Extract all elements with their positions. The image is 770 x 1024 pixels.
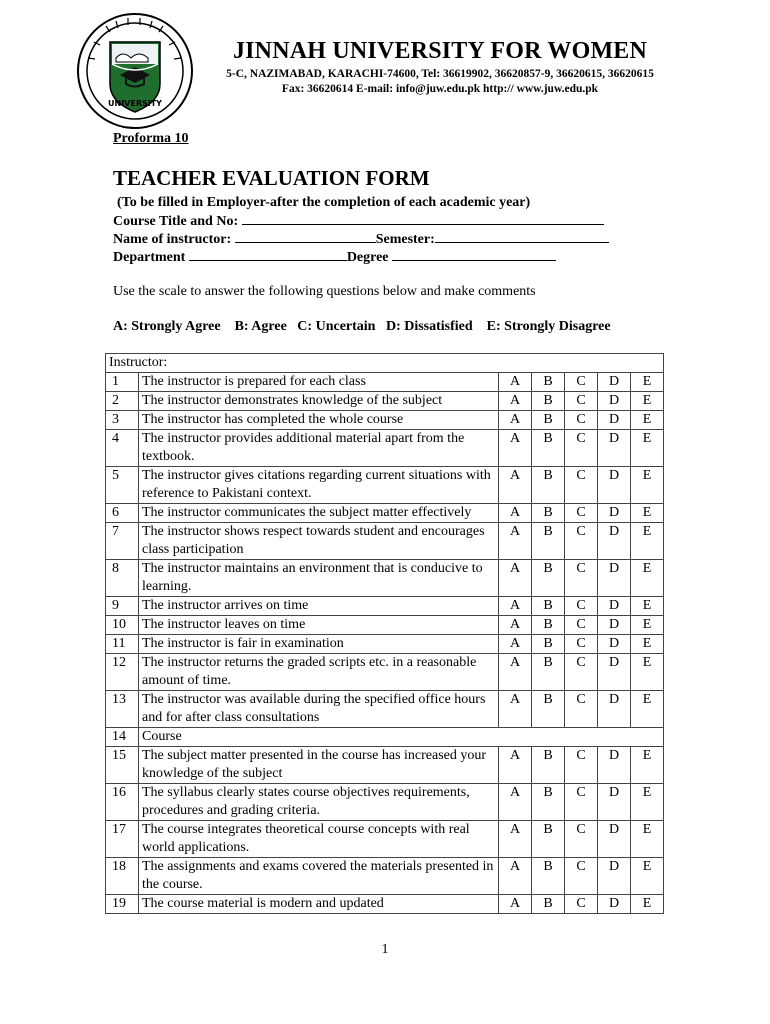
rating-option-e[interactable]: E bbox=[631, 597, 664, 616]
table-row bbox=[106, 392, 664, 411]
university-name: JINNAH UNIVERSITY FOR WOMEN bbox=[232, 38, 648, 64]
rating-option-e[interactable]: E bbox=[631, 411, 664, 430]
rating-option-d[interactable]: D bbox=[598, 858, 631, 895]
rating-option-a[interactable]: A bbox=[499, 373, 532, 392]
rating-option-a[interactable]: A bbox=[499, 691, 532, 728]
rating-option-c[interactable]: C bbox=[565, 504, 598, 523]
rating-scale: A: Strongly Agree B: Agree C: Uncertain D: Dissatisfied E: Strongly Disagree bbox=[113, 319, 611, 334]
question-text: The instructor was available during the specified office hours and for after class consultations bbox=[139, 691, 499, 728]
row-number: 10 bbox=[106, 616, 139, 635]
question-text: Course bbox=[139, 728, 664, 747]
rating-option-d[interactable]: D bbox=[598, 523, 631, 560]
rating-option-d[interactable]: D bbox=[598, 373, 631, 392]
question-text: The instructor returns the graded scripts etc. in a reasonable amount of time. bbox=[139, 654, 499, 691]
rating-option-d[interactable]: D bbox=[598, 430, 631, 467]
question-text: The syllabus clearly states course objectives requirements, procedures and grading criteria. bbox=[139, 784, 499, 821]
rating-option-e[interactable]: E bbox=[631, 858, 664, 895]
table-row bbox=[106, 654, 664, 691]
rating-option-e[interactable]: E bbox=[631, 504, 664, 523]
logo-ring-text: UNIVERSITY bbox=[108, 99, 162, 108]
course-title-label: Course Title and No: bbox=[113, 214, 239, 229]
rating-option-a[interactable]: A bbox=[499, 895, 532, 914]
instructor-blank[interactable] bbox=[235, 230, 376, 243]
table-row bbox=[106, 504, 664, 523]
question-text: The course material is modern and updated bbox=[139, 895, 499, 914]
department-label: Department bbox=[113, 250, 186, 265]
rating-option-c[interactable]: C bbox=[565, 373, 598, 392]
question-text: The instructor arrives on time bbox=[139, 597, 499, 616]
rating-option-d[interactable]: D bbox=[598, 784, 631, 821]
rating-option-e[interactable]: E bbox=[631, 895, 664, 914]
rating-option-c[interactable]: C bbox=[565, 691, 598, 728]
rating-option-c[interactable]: C bbox=[565, 616, 598, 635]
table-row bbox=[106, 616, 664, 635]
rating-option-e[interactable]: E bbox=[631, 373, 664, 392]
rating-option-a[interactable]: A bbox=[499, 504, 532, 523]
rating-option-b[interactable]: B bbox=[532, 504, 565, 523]
department-blank[interactable] bbox=[189, 248, 347, 261]
form-title: TEACHER EVALUATION FORM bbox=[113, 166, 430, 190]
rating-option-a[interactable]: A bbox=[499, 467, 532, 504]
rating-option-d[interactable]: D bbox=[598, 411, 631, 430]
page-number: 1 bbox=[381, 942, 389, 957]
rating-option-a[interactable]: A bbox=[499, 411, 532, 430]
rating-option-c[interactable]: C bbox=[565, 635, 598, 654]
table-row bbox=[106, 523, 664, 560]
question-text: The instructor provides additional material apart from the textbook. bbox=[139, 430, 499, 467]
rating-option-e[interactable]: E bbox=[631, 654, 664, 691]
table-row bbox=[106, 895, 664, 914]
row-number: 1 bbox=[106, 373, 139, 392]
rating-option-a[interactable]: A bbox=[499, 747, 532, 784]
rating-option-e[interactable]: E bbox=[631, 430, 664, 467]
row-number: 9 bbox=[106, 597, 139, 616]
rating-option-e[interactable]: E bbox=[631, 691, 664, 728]
question-text: The instructor maintains an environment that is conducive to learning. bbox=[139, 560, 499, 597]
rating-option-a[interactable]: A bbox=[499, 858, 532, 895]
department-degree-field bbox=[113, 248, 556, 266]
section-header-row bbox=[106, 354, 664, 373]
evaluation-table bbox=[105, 353, 664, 914]
question-text: The instructor leaves on time bbox=[139, 616, 499, 635]
rating-option-b[interactable]: B bbox=[532, 635, 565, 654]
row-number: 17 bbox=[106, 821, 139, 858]
question-text: The instructor has completed the whole course bbox=[139, 411, 499, 430]
question-text: The instructor communicates the subject matter effectively bbox=[139, 504, 499, 523]
rating-option-e[interactable]: E bbox=[631, 784, 664, 821]
rating-option-d[interactable]: D bbox=[598, 560, 631, 597]
row-number: 7 bbox=[106, 523, 139, 560]
table-row bbox=[106, 728, 664, 747]
rating-option-c[interactable]: C bbox=[565, 747, 598, 784]
row-number: 11 bbox=[106, 635, 139, 654]
table-row bbox=[106, 858, 664, 895]
rating-option-b[interactable]: B bbox=[532, 691, 565, 728]
university-contact: Fax: 36620614 E-mail: info@juw.edu.pk http:// www.juw.edu.pk bbox=[281, 83, 599, 95]
rating-option-d[interactable]: D bbox=[598, 597, 631, 616]
course-title-field bbox=[113, 212, 604, 230]
rating-option-e[interactable]: E bbox=[631, 821, 664, 858]
table-row bbox=[106, 821, 664, 858]
rating-option-b[interactable]: B bbox=[532, 654, 565, 691]
rating-option-b[interactable]: B bbox=[532, 895, 565, 914]
university-address: 5-C, NAZIMABAD, KARACHI-74600, Tel: 36619902, 36620857-9, 36620615, 36620615 bbox=[226, 68, 654, 80]
rating-option-a[interactable]: A bbox=[499, 392, 532, 411]
instruction-text: Use the scale to answer the following questions below and make comments bbox=[113, 284, 536, 299]
rating-option-a[interactable]: A bbox=[499, 597, 532, 616]
rating-option-e[interactable]: E bbox=[631, 467, 664, 504]
rating-option-b[interactable]: B bbox=[532, 597, 565, 616]
rating-option-c[interactable]: C bbox=[565, 597, 598, 616]
rating-option-d[interactable]: D bbox=[598, 895, 631, 914]
rating-option-e[interactable]: E bbox=[631, 635, 664, 654]
row-number: 5 bbox=[106, 467, 139, 504]
rating-option-c[interactable]: C bbox=[565, 654, 598, 691]
rating-option-c[interactable]: C bbox=[565, 467, 598, 504]
table-row bbox=[106, 597, 664, 616]
rating-option-c[interactable]: C bbox=[565, 784, 598, 821]
rating-option-d[interactable]: D bbox=[598, 691, 631, 728]
table-row bbox=[106, 747, 664, 784]
rating-option-b[interactable]: B bbox=[532, 858, 565, 895]
row-number: 3 bbox=[106, 411, 139, 430]
rating-option-d[interactable]: D bbox=[598, 635, 631, 654]
rating-option-d[interactable]: D bbox=[598, 654, 631, 691]
question-text: The assignments and exams covered the materials presented in the course. bbox=[139, 858, 499, 895]
row-number: 6 bbox=[106, 504, 139, 523]
question-text: The course integrates theoretical course concepts with real world applications. bbox=[139, 821, 499, 858]
row-number: 14 bbox=[106, 728, 139, 747]
row-number: 16 bbox=[106, 784, 139, 821]
rating-option-a[interactable]: A bbox=[499, 430, 532, 467]
rating-option-a[interactable]: A bbox=[499, 616, 532, 635]
table-row bbox=[106, 373, 664, 392]
question-text: The instructor is fair in examination bbox=[139, 635, 499, 654]
instructor-semester-field bbox=[113, 230, 609, 248]
rating-option-d[interactable]: D bbox=[598, 747, 631, 784]
rating-option-b[interactable]: B bbox=[532, 784, 565, 821]
table-row bbox=[106, 430, 664, 467]
degree-label: Degree bbox=[346, 250, 389, 265]
rating-option-a[interactable]: A bbox=[499, 560, 532, 597]
question-text: The instructor is prepared for each class bbox=[139, 373, 499, 392]
question-text: The instructor demonstrates knowledge of the subject bbox=[139, 392, 499, 411]
row-number: 8 bbox=[106, 560, 139, 597]
rating-option-c[interactable]: C bbox=[565, 411, 598, 430]
row-number: 19 bbox=[106, 895, 139, 914]
table-row bbox=[106, 784, 664, 821]
rating-option-b[interactable]: B bbox=[532, 392, 565, 411]
rating-option-b[interactable]: B bbox=[532, 616, 565, 635]
rating-option-a[interactable]: A bbox=[499, 654, 532, 691]
rating-option-c[interactable]: C bbox=[565, 821, 598, 858]
rating-option-d[interactable]: D bbox=[598, 821, 631, 858]
university-logo bbox=[76, 12, 194, 130]
form-subtitle: (To be filled in Employer-after the completion of each academic year) bbox=[117, 195, 531, 210]
rating-option-b[interactable]: B bbox=[532, 747, 565, 784]
question-text: The instructor shows respect towards student and encourages class participation bbox=[139, 523, 499, 560]
rating-option-b[interactable]: B bbox=[532, 821, 565, 858]
rating-option-c[interactable]: C bbox=[565, 392, 598, 411]
degree-blank[interactable] bbox=[392, 248, 556, 261]
row-number: 2 bbox=[106, 392, 139, 411]
row-number: 12 bbox=[106, 654, 139, 691]
rating-option-d[interactable]: D bbox=[598, 504, 631, 523]
table-row bbox=[106, 691, 664, 728]
question-text: The instructor gives citations regarding current situations with reference to Pakistani context. bbox=[139, 467, 499, 504]
rating-option-c[interactable]: C bbox=[565, 895, 598, 914]
table-row bbox=[106, 560, 664, 597]
semester-label: Semester: bbox=[375, 232, 435, 247]
rating-option-c[interactable]: C bbox=[565, 858, 598, 895]
row-number: 4 bbox=[106, 430, 139, 467]
table-row bbox=[106, 467, 664, 504]
rating-option-d[interactable]: D bbox=[598, 616, 631, 635]
question-text: The subject matter presented in the course has increased your knowledge of the subject bbox=[139, 747, 499, 784]
rating-option-e[interactable]: E bbox=[631, 560, 664, 597]
rating-option-c[interactable]: C bbox=[565, 523, 598, 560]
rating-option-a[interactable]: A bbox=[499, 784, 532, 821]
semester-blank[interactable] bbox=[435, 230, 609, 243]
course-title-blank[interactable] bbox=[242, 212, 604, 225]
rating-option-d[interactable]: D bbox=[598, 392, 631, 411]
rating-option-e[interactable]: E bbox=[631, 392, 664, 411]
rating-option-b[interactable]: B bbox=[532, 523, 565, 560]
rating-option-b[interactable]: B bbox=[532, 411, 565, 430]
rating-option-a[interactable]: A bbox=[499, 523, 532, 560]
rating-option-e[interactable]: E bbox=[631, 523, 664, 560]
rating-option-c[interactable]: C bbox=[565, 430, 598, 467]
row-number: 18 bbox=[106, 858, 139, 895]
rating-option-b[interactable]: B bbox=[532, 373, 565, 392]
rating-option-c[interactable]: C bbox=[565, 560, 598, 597]
row-number: 15 bbox=[106, 747, 139, 784]
rating-option-a[interactable]: A bbox=[499, 635, 532, 654]
rating-option-b[interactable]: B bbox=[532, 467, 565, 504]
rating-option-e[interactable]: E bbox=[631, 747, 664, 784]
proforma-label: Proforma 10 bbox=[113, 131, 189, 146]
rating-option-d[interactable]: D bbox=[598, 467, 631, 504]
rating-option-b[interactable]: B bbox=[532, 560, 565, 597]
rating-option-e[interactable]: E bbox=[631, 616, 664, 635]
rating-option-a[interactable]: A bbox=[499, 821, 532, 858]
section-header: Instructor: bbox=[106, 354, 664, 373]
table-row bbox=[106, 411, 664, 430]
rating-option-b[interactable]: B bbox=[532, 430, 565, 467]
table-row bbox=[106, 635, 664, 654]
row-number: 13 bbox=[106, 691, 139, 728]
instructor-label: Name of instructor: bbox=[113, 232, 232, 247]
